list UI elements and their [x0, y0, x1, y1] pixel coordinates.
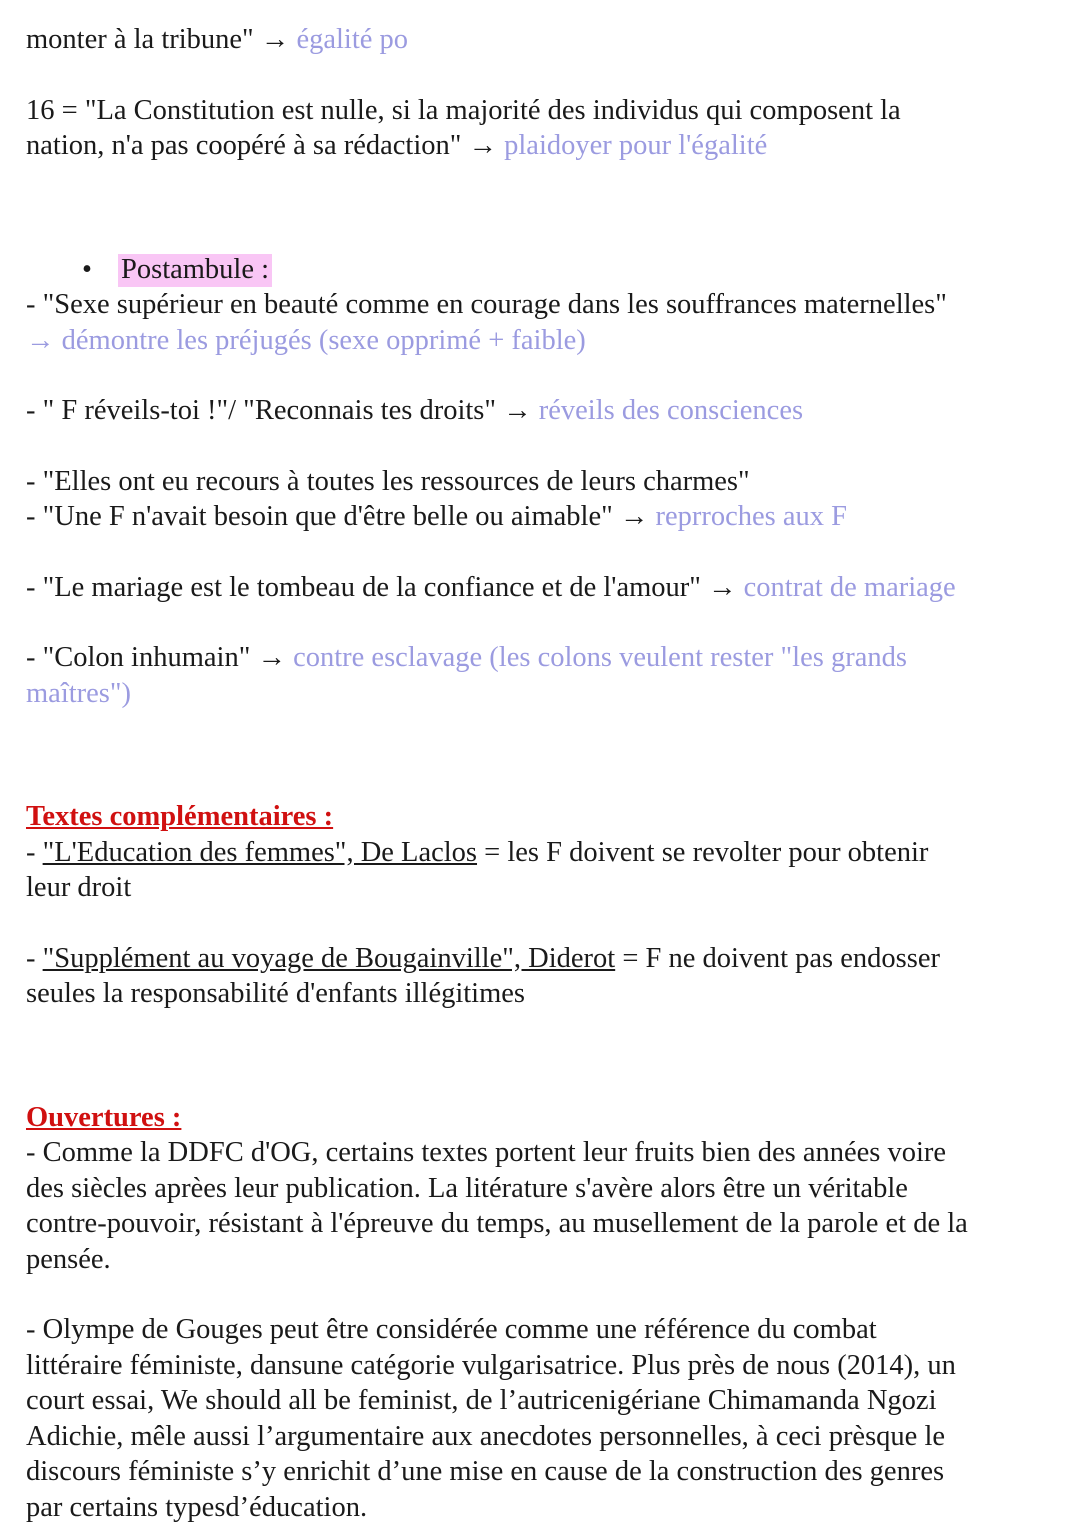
article-16-line-1: 16 = "La Constitution est nulle, si la majorité des individus qui composent la	[26, 94, 901, 126]
ouvertures-title: Ouvertures :	[26, 1101, 182, 1133]
postambule-item-5-note-line-2: maîtres")	[26, 677, 132, 709]
complementary-item-1-work: "L'Education des femmes", De Laclos	[42, 836, 478, 868]
postambule-item-1-note: → démontre les préjugés (sexe opprimé + faible)	[26, 324, 586, 356]
textes-complementaires-title: Textes complémentaires :	[26, 801, 334, 832]
article-16-note: plaidoyer pour l'égalité	[504, 130, 768, 161]
postambule-item-3-line-1: - "Elles ont eu recours à toutes les ressources de leurs charmes"	[26, 465, 750, 497]
postambule-item-5-note: contre esclavage (les colons veulent rester "les grands	[293, 642, 907, 673]
postambule-item-5	[26, 640, 1056, 676]
article-line	[26, 22, 1056, 58]
postambule-item-4-quote: - "Le mariage est le tombeau de la confiance et de l'amour" →	[26, 571, 744, 603]
ouvertures-para-2-line: discours féministe s’y enrichit d’une mise en cause de la construction des genres	[26, 1456, 945, 1487]
postambule-item-2	[26, 393, 1056, 429]
ouvertures-para-2-line: - Olympe de Gouges peut être considérée comme une référence du combat	[26, 1314, 877, 1345]
ouvertures-para-1-line: pensée.	[26, 1243, 111, 1275]
postambule-item-2-note: réveils des consciences	[538, 395, 804, 426]
ouvertures-para-2-line: littéraire féministe, dansune catégorie vulgarisatrice. Plus près de nous (2014), un	[26, 1349, 956, 1381]
ouvertures-para-1-line: - Comme la DDFC d'OG, certains textes portent leur fruits bien des années voire	[26, 1137, 947, 1168]
postambule-item-5-quote: - "Colon inhumain" →	[26, 642, 294, 673]
complementary-item-2-rest: = F ne doivent pas endosser	[615, 942, 940, 974]
article-16-line-2	[26, 128, 1056, 164]
document-page	[26, 22, 1056, 1525]
postambule-title: Postambule :	[118, 254, 272, 287]
complementary-item-2-line-2: seules la responsabilité d'enfants illégitimes	[26, 978, 526, 1009]
complementary-item-1	[26, 835, 1056, 871]
postambule-item-3-note: reprroches aux F	[655, 501, 847, 532]
ouvertures-para-2-line: court essai, We should all be feminist, de l’autricenigériane Chimamanda Ngozi	[26, 1385, 937, 1416]
bullet-icon: •	[82, 253, 92, 285]
postambule-item-4-note: contrat de mariage	[743, 571, 956, 603]
postambule-item-2-quote: - " F réveils-toi !"/ "Reconnais tes droits" →	[26, 395, 539, 426]
postambule-heading	[26, 252, 1056, 288]
ouvertures-para-1-line: des siècles aprèes leur publication. La litérature s'avère alors être un véritable	[26, 1172, 908, 1204]
postambule-item-1-quote: - "Sexe supérieur en beauté comme en courage dans les souffrances maternelles"	[26, 289, 947, 320]
complementary-item-1-rest: = les F doivent se revolter pour obtenir	[477, 836, 929, 868]
complementary-item-2	[26, 941, 1056, 977]
article-note: égalité po	[296, 24, 409, 55]
ouvertures-para-1-line: contre-pouvoir, résistant à l'épreuve du temps, au musellement de la parole et de la	[26, 1208, 968, 1239]
complementary-item-2-work: "Supplément au voyage de Bougainville", Diderot	[42, 942, 616, 974]
complementary-item-1-line-2: leur droit	[26, 872, 132, 903]
article-quote: monter à la tribune" →	[26, 24, 297, 55]
ouvertures-para-2-line: par certains typesd’éducation.	[26, 1491, 368, 1523]
complementary-item-1-dash: -	[26, 836, 43, 868]
ouvertures-para-2-line: Adichie, mêle aussi l’argumentaire aux anecdotes personnelles, à ceci prèsque le	[26, 1420, 946, 1452]
postambule-item-3-line-2	[26, 499, 1056, 535]
postambule-item-4	[26, 570, 1056, 606]
postambule-item-3-quote: - "Une F n'avait besoin que d'être belle ou aimable" →	[26, 501, 656, 532]
article-16-quote: nation, n'a pas coopéré à sa rédaction" →	[26, 130, 505, 161]
complementary-item-2-dash: -	[26, 942, 43, 974]
